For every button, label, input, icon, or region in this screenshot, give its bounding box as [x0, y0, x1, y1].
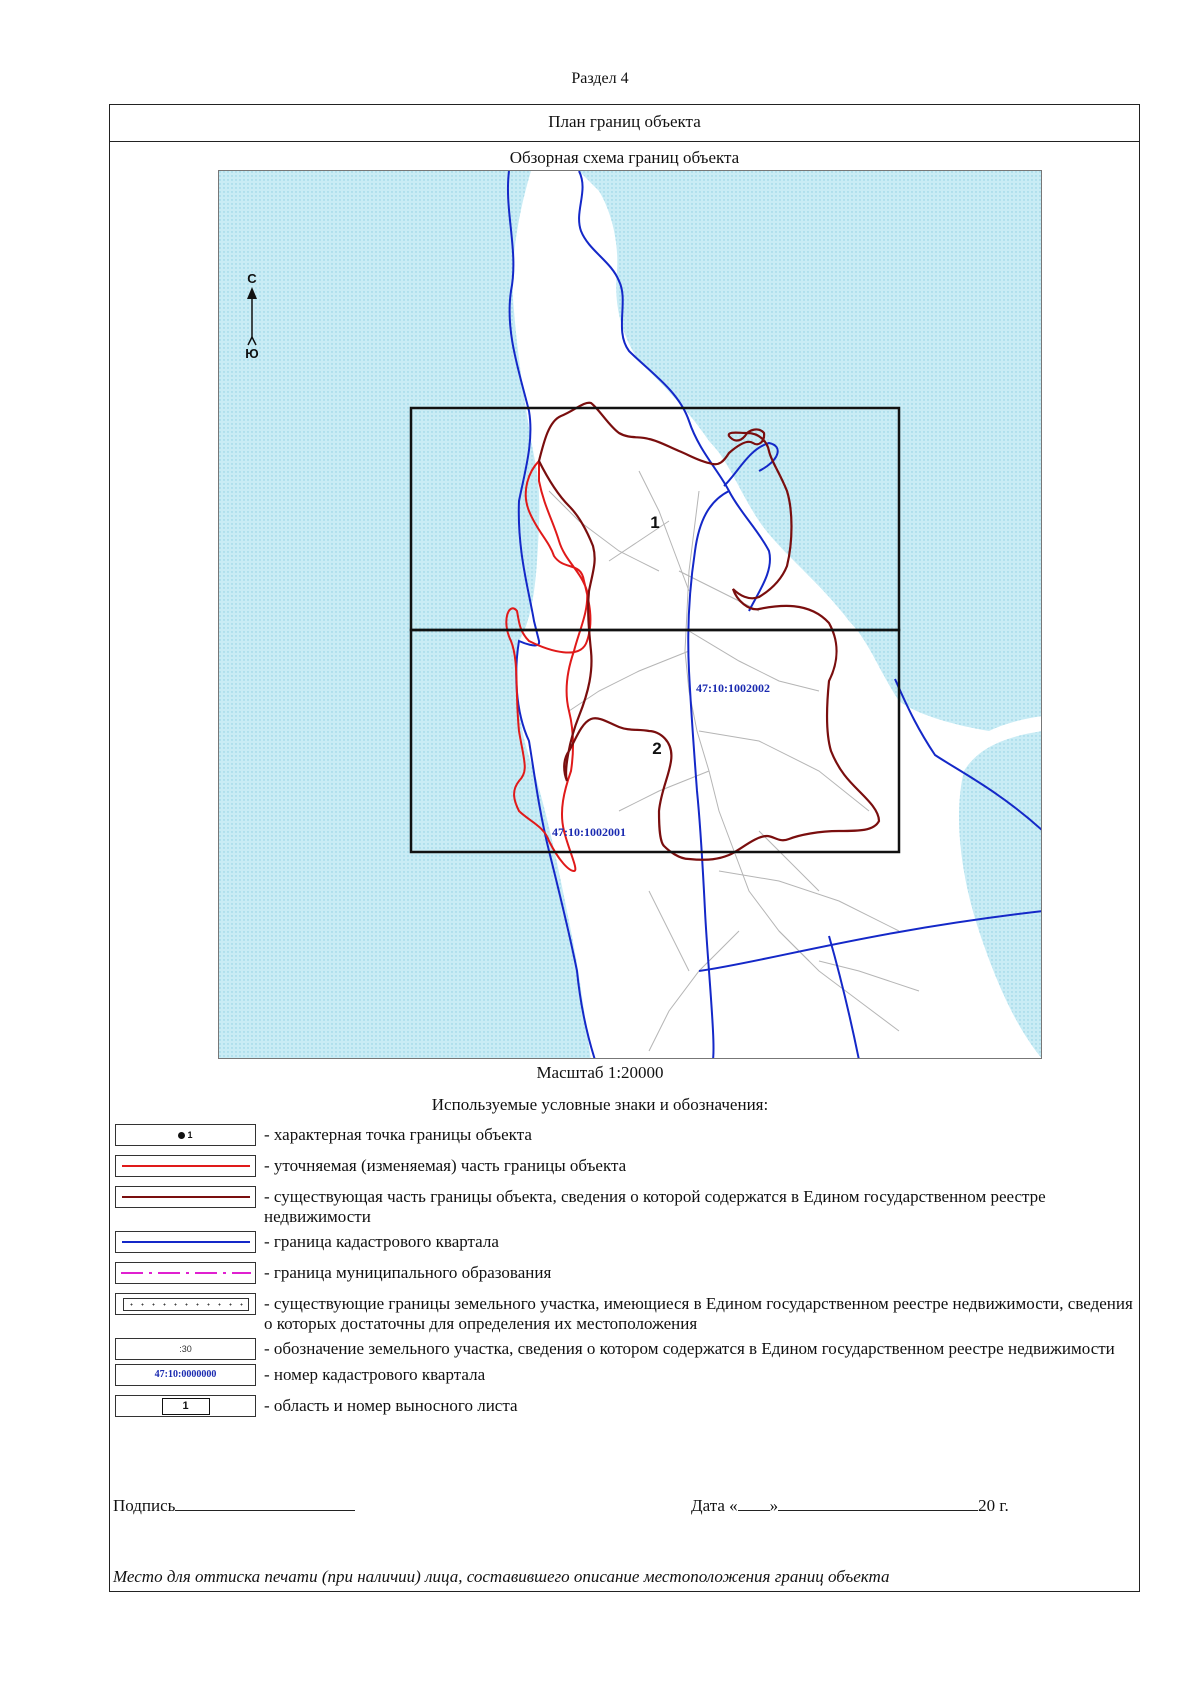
- legend-swatch-quarter-number: [115, 1364, 256, 1386]
- signature-line: [175, 1494, 355, 1511]
- stamp-note: Место для оттиска печати (при наличии) лица, составившего описание местоположения границ объекта: [113, 1567, 890, 1586]
- sheet-number-1: 1: [650, 513, 660, 532]
- legend-title: Используемые условные знаки и обозначения:: [431, 1095, 769, 1114]
- map-scale: Масштаб 1:20000: [536, 1063, 664, 1082]
- date-suffix: 20 г.: [978, 1496, 1009, 1515]
- legend-text-existing: - существующая часть границы объекта, сведения о которой содержатся в Едином государственном реестре недвижимости: [264, 1187, 1046, 1226]
- legend-row-quarter-number: [115, 1364, 1135, 1386]
- legend-text-plots: - существующие границы земельного участка, имеющиеся в Едином государственном реестре недвижимости, сведения о которых достаточны для определения их местоположения: [264, 1294, 1133, 1333]
- legend-text-plot-label: - обозначение земельного участка, сведения о котором содержатся в Едином государственном реестре недвижимости: [264, 1339, 1115, 1358]
- red-line-icon: [122, 1165, 250, 1167]
- legend-row-quarter-boundary: [115, 1231, 1135, 1253]
- date-month-line: [778, 1494, 978, 1511]
- darkred-line-icon: [122, 1196, 250, 1198]
- quarter-number-1: 47:10:1002002: [696, 681, 770, 695]
- sheet-number-sample: 1: [162, 1398, 210, 1415]
- legend-swatch-sheet: [115, 1395, 256, 1417]
- plot-label-sample: :30: [179, 1344, 192, 1354]
- legend-row-municipal: [115, 1262, 1135, 1284]
- legend-row-plot-label: [115, 1338, 1135, 1360]
- signature-label: Подпись: [113, 1496, 176, 1515]
- blue-line-icon: [122, 1241, 250, 1243]
- point-icon: [178, 1132, 185, 1139]
- map-title: Обзорная схема границ объекта: [509, 148, 740, 167]
- legend-text-refined: - уточняемая (изменяемая) часть границы объекта: [264, 1156, 627, 1175]
- south-label: Ю: [245, 346, 259, 361]
- sheet-number-2: 2: [652, 739, 662, 758]
- legend-text-point: - характерная точка границы объекта: [264, 1125, 532, 1144]
- legend-row-point: [115, 1124, 1135, 1146]
- dashdot-line-icon: [121, 1270, 251, 1276]
- legend-row-plots: [115, 1293, 1135, 1334]
- legend: [115, 1124, 1135, 1417]
- legend-row-sheet: [115, 1395, 1135, 1417]
- legend-swatch-refined: [115, 1155, 256, 1177]
- legend-swatch-plots: [115, 1293, 256, 1315]
- water-area-west: [219, 171, 591, 1059]
- legend-text-municipal: - граница муниципального образования: [264, 1263, 552, 1282]
- legend-swatch-plot-label: [115, 1338, 256, 1360]
- legend-text-quarter-number: - номер кадастрового квартала: [264, 1365, 486, 1384]
- legend-row-refined: [115, 1155, 1135, 1177]
- legend-text-quarter-boundary: - граница кадастрового квартала: [264, 1232, 499, 1251]
- dotted-box-icon: [123, 1298, 249, 1311]
- legend-swatch-point: [115, 1124, 256, 1146]
- date-day-line: [738, 1494, 770, 1511]
- date-field: [691, 1494, 1009, 1516]
- north-label: С: [247, 271, 257, 286]
- point-number-label: 1: [187, 1130, 193, 1140]
- date-mid: »: [769, 1496, 779, 1515]
- water-area-southeast: [959, 731, 1042, 1059]
- map-canvas: [219, 171, 1042, 1059]
- header-title: План границ объекта: [109, 104, 1140, 142]
- quarter-number-2: 47:10:1002001: [552, 825, 626, 839]
- signature-row: [113, 1494, 1063, 1516]
- legend-swatch-existing: [115, 1186, 256, 1208]
- legend-swatch-municipal: [115, 1262, 256, 1284]
- date-prefix: Дата «: [691, 1496, 738, 1515]
- legend-text-sheet: - область и номер выносного листа: [264, 1396, 518, 1415]
- overview-map: [218, 170, 1042, 1059]
- water-area-east: [579, 171, 1042, 731]
- legend-swatch-quarter-boundary: [115, 1231, 256, 1253]
- section-title: Раздел 4: [571, 70, 629, 87]
- legend-row-existing: [115, 1186, 1135, 1227]
- quarter-number-sample: 47:10:0000000: [154, 1369, 217, 1380]
